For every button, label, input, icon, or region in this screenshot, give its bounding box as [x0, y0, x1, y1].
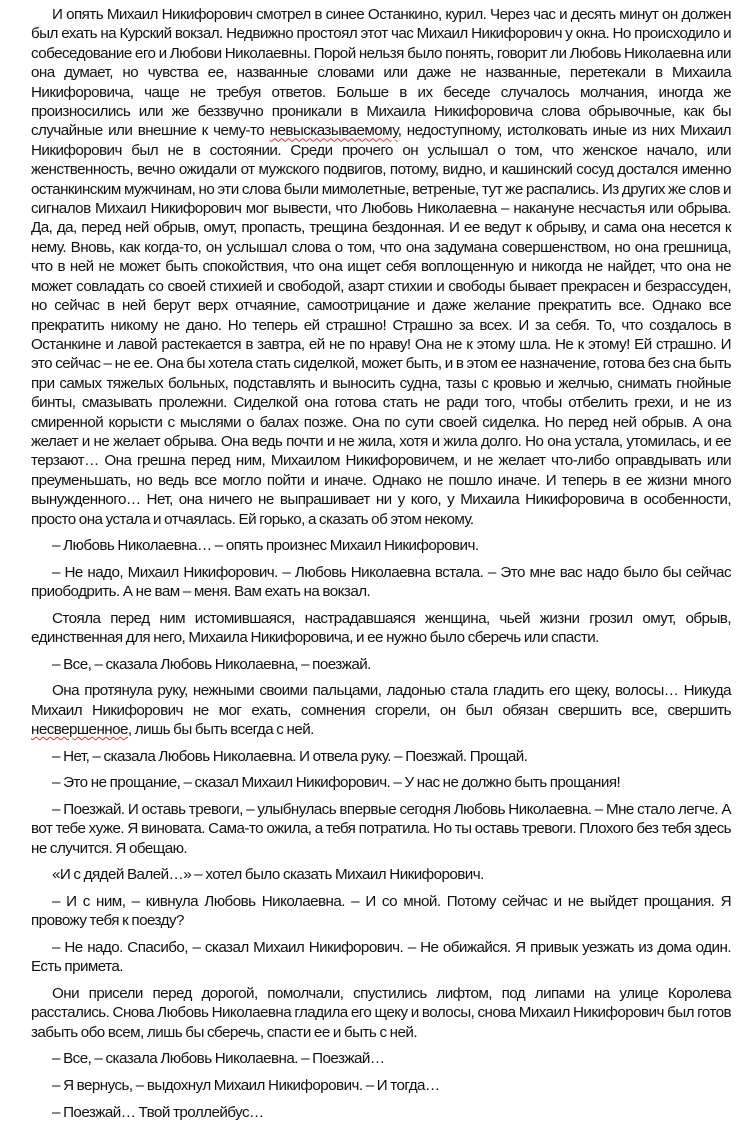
dialogue-line: – Любовь Николаевна… – опять произнес Михаил Никифорович.: [52, 537, 479, 555]
dialogue-line: – Не надо, Михаил Никифорович. – Любовь Николаевна встала. – Это мне вас надо было бы сейчас приободрить. А не вам – меня. Вам ехать на вокзал.: [31, 563, 731, 601]
dialogue-line: – Все, – сказала Любовь Николаевна, – поезжай.: [52, 655, 371, 673]
paragraph-text: , лишь бы быть всегда с ней.: [127, 721, 314, 739]
dialogue-line: – Поезжай. И оставь тревоги, – улыбнулась впервые сегодня Любовь Николаевна. – Мне стало легче. А вот тебе хуже. Я виновата. Сама-то ожила, а тебя потратила. Но ты оставь тревоги. Плохого без тебя здесь не случится. Я обещаю.: [31, 800, 731, 857]
paragraph: [31, 681, 731, 739]
dialogue-line: – Не надо. Спасибо, – сказал Михаил Никифорович. – Не обижайся. Я привык уезжать из дома один. Есть примета.: [31, 938, 731, 976]
spelling-flagged-word[interactable]: несвершенное: [31, 721, 128, 739]
dialogue-line: – Нет, – сказала Любовь Николаевна. И отвела руку. – Поезжай. Прощай.: [52, 747, 528, 765]
paragraph-text: И опять Михаил Никифорович смотрел в синее Останкино, курил. Через час и десять минут он должен был ехать на Курский вокзал. Недвижно простоял этот час Михаил Никифорович у окна. Но происходило и собеседование его и Любови Николаевны. Порой нельзя было понять, говорит ли Любовь Николаевна или она думает, но чувства ее, названные словами или даже не названные, перетекали в Михаила Никифоровича, чаще не требуя ответов. Больше в их беседе случалось молчания, иногда же произносились или же беззвучно проникали в Михаила Никифоровича слова обрывочные, как бы случайные или внешние к чему-то: [31, 6, 731, 140]
paragraph: «И с дядей Валей…» – хотел было сказать Михаил Никифорович.: [52, 866, 484, 884]
dialogue-line: – Все, – сказала Любовь Николаевна. – Поезжай…: [52, 1050, 385, 1068]
dialogue-line: – Я вернусь, – выдохнул Михаил Никифорович. – И тогда…: [52, 1076, 440, 1094]
paragraph: Они присели перед дорогой, помолчали, спустились лифтом, под липами на улице Королева расстались. Снова Любовь Николаевна гладила его щеку и волосы, снова Михаил Никифорович был готов забыть обо всем, лишь бы сберечь, спасти ее и быть с ней.: [31, 984, 731, 1041]
paragraph: Стояла перед ним истомившаяся, настрадавшаяся женщина, чьей жизни грозил омут, обрыв, единственная для него, Михаила Никифоровича, и ее нужно было сберечь или спасти.: [31, 609, 731, 647]
dialogue-line: – Это не прощание, – сказал Михаил Никифорович. – У нас не должно быть прощания!: [52, 774, 621, 792]
document-page: [31, 5, 731, 1129]
dialogue-line: – И с ним, – кивнула Любовь Николаевна. – И со мной. Потому сейчас и не выйдет прощания. Я провожу тебя к поезду?: [31, 892, 731, 930]
paragraph-text: , недоступному, истолковать иные из них Михаил Никифорович был не в состоянии. Среди прочего он услышал о том, что женское начало, или женственность, вечно ожидали от мужского подвигов, потому, видно, и кашинский сосуд достался именно останкинским мужчинам, но эти слова были мимолетные, ветреные, тут же распались. Из других же слов и сигналов Михаил Никифорович мог вывести, что Любовь Николаевна – накануне несчастья или обрыва. Да, да, перед ней обрыв, омут, пропасть, трещина бездонная. И ее ведут к обрыву, и сама она несется к нему. Вновь, как когда-то, он услышал слова о том, что она задумана совершенством, но она грешница, что в ней не может быть спокойствия, что она ищет себя воплощенную и никогда не найдет, что она не может совладать со своей стихией и свободой, азарт стихии и свободы бывает прекрасен и безрассуден, но сейчас в ней берут верх отчаяние, самоотрицание и даже желание прекратить все. Однако все прекратить никому не дано. Но теперь ей страшно! Страшно за всех. И за себя. То, что создалось в Останкине и лавой растекается в завтра, ей не по нраву! Она не к этому шла. Не к этому! Ей страшно. И это сейчас – не ее. Она бы хотела стать сиделкой, может быть, и в этом ее назначение, готова без сна быть при самых тяжелых больных, подставлять и выносить судна, тазы с кровью и желчью, снимать гнойные бинты, смазывать пролежни. Сиделкой она готова стать не ради того, чтобы отбелить грехи, и не из смиренной корысти с мыслями о балах позже. Она по сути своей сиделка. Но перед ней обрыв. А она желает и не желает обрыва. Она ведь почти и не жила, хотя и жила долго. Но она устала, утомилась, и ее терзают… Она грешна перед ним, Михаилом Никифоровичем, и не желает что-либо оправдывать или преуменьшать, но ведь все могло пойти и иначе. Однако не пошло иначе. И теперь в ее жизни много вынужденного… Нет, она ничего не выпрашивает ни у кого, у Михаила Никифоровича в особенности, просто она устала и отчаялась. Ей горько, а сказать об этом некому.: [31, 122, 731, 528]
paragraph: [31, 5, 731, 529]
paragraph-text: Она протянула руку, нежными своими пальцами, ладонью стала гладить его щеку, волосы… Никуда Михаил Никифорович не мог ехать, сомнения сгорели, он был обязан свершить все, свершить: [31, 682, 731, 719]
spelling-flagged-word[interactable]: невысказываемому: [269, 122, 398, 140]
dialogue-line: – Поезжай… Твой троллейбус…: [52, 1103, 264, 1121]
